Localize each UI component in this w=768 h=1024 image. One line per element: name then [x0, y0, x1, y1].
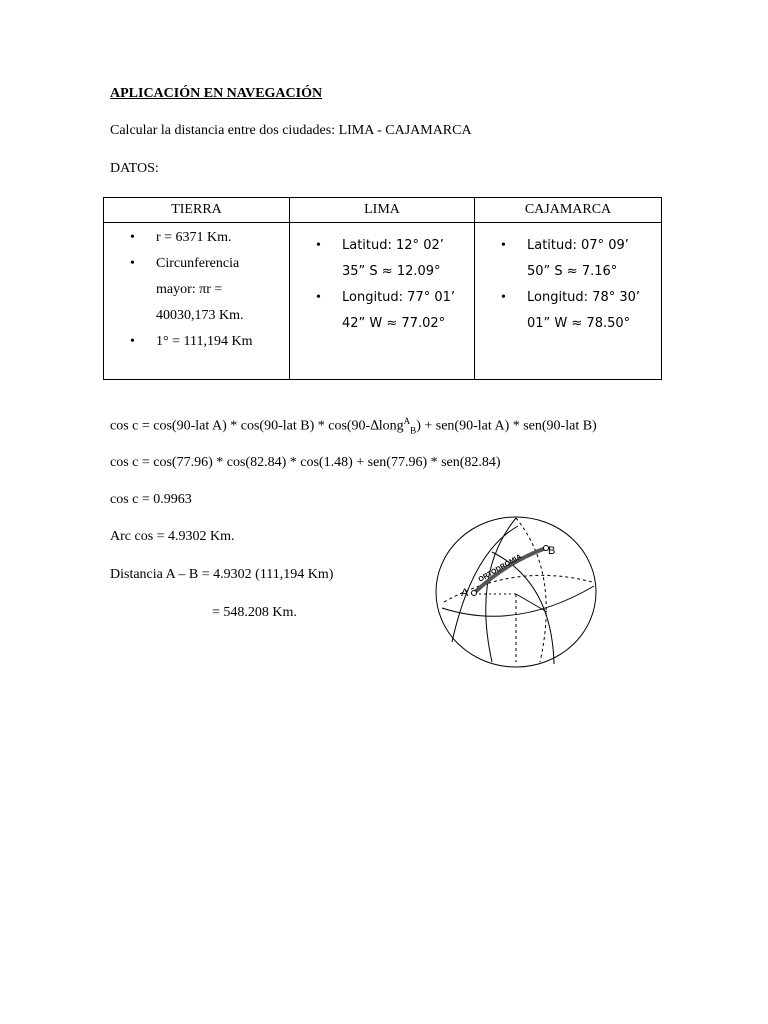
bullet-icon: • [501, 290, 506, 305]
table-row [104, 223, 662, 380]
tierra-cell [104, 223, 290, 380]
cajamarca-latitude: Latitud: 07° 09’ 50” S ≈ 7.16° [527, 238, 629, 279]
formula-general [110, 416, 597, 435]
lima-latitude: Latitud: 12° 02’ 35” S ≈ 12.09° [342, 238, 444, 279]
arc-cos-result: Arc cos = 4.9302 Km. [110, 529, 235, 544]
header-lima: LIMA [290, 198, 475, 223]
lima-cell [290, 223, 475, 380]
meridian-right-back [516, 518, 546, 662]
tierra-degree: 1° = 111,194 Km [156, 334, 253, 349]
bullet-icon: • [130, 334, 135, 349]
formula-substituted: cos c = cos(77.96) * cos(82.84) * cos(1.48) + sen(77.96) * sen(82.84) [110, 455, 501, 470]
header-cajamarca: CAJAMARCA [475, 198, 662, 223]
formula-general-post: ) + sen(90-lat A) * sen(90-lat B) [416, 418, 597, 434]
meridian-left [486, 518, 516, 662]
list-item [475, 233, 652, 285]
tierra-radius: r = 6371 Km. [156, 230, 232, 245]
distance-formula: Distancia A – B = 4.9302 (111,194 Km) [110, 567, 334, 582]
formula-result: cos c = 0.9963 [110, 492, 192, 507]
bullet-icon: • [501, 238, 506, 253]
point-a-marker [472, 591, 477, 596]
bullet-icon: • [130, 230, 135, 245]
header-tierra: TIERRA [104, 198, 290, 223]
bullet-icon: • [316, 290, 321, 305]
sphere-diagram [432, 512, 602, 670]
tierra-circumference: Circunferencia mayor: πr = 40030,173 Km. [156, 256, 244, 323]
distance-result: = 548.208 Km. [212, 605, 297, 620]
page-title: APLICACIÓN EN NAVEGACIÓN [110, 86, 323, 101]
formula-general-pre: cos c = cos(90-lat A) * cos(90-lat B) * cos(90-∆long [110, 418, 404, 434]
lima-longitude: Longitud: 77° 01’ 42” W ≈ 77.02° [342, 290, 456, 331]
table-header-row [104, 198, 662, 223]
radius-b [516, 594, 547, 612]
list-item [104, 329, 276, 355]
list-item [104, 251, 276, 329]
label-b: B [548, 545, 556, 557]
bullet-icon: • [130, 256, 135, 271]
intro-text: Calcular la distancia entre dos ciudades: LIMA - CAJAMARCA [110, 123, 472, 138]
cajamarca-cell [475, 223, 662, 380]
ortodromia-arc [474, 548, 546, 593]
arc-label: ORTODROMIA [477, 553, 523, 584]
list-item [475, 285, 652, 337]
datos-label: DATOS: [110, 161, 159, 176]
bullet-icon: • [316, 238, 321, 253]
label-a: A [461, 587, 469, 599]
list-item [290, 285, 467, 337]
list-item [104, 225, 276, 251]
formula-sub: B [410, 425, 417, 436]
cajamarca-longitude: Longitud: 78° 30’ 01” W ≈ 78.50° [527, 290, 641, 331]
list-item [290, 233, 467, 285]
data-table [103, 197, 662, 380]
formula-sup: A [403, 416, 411, 426]
